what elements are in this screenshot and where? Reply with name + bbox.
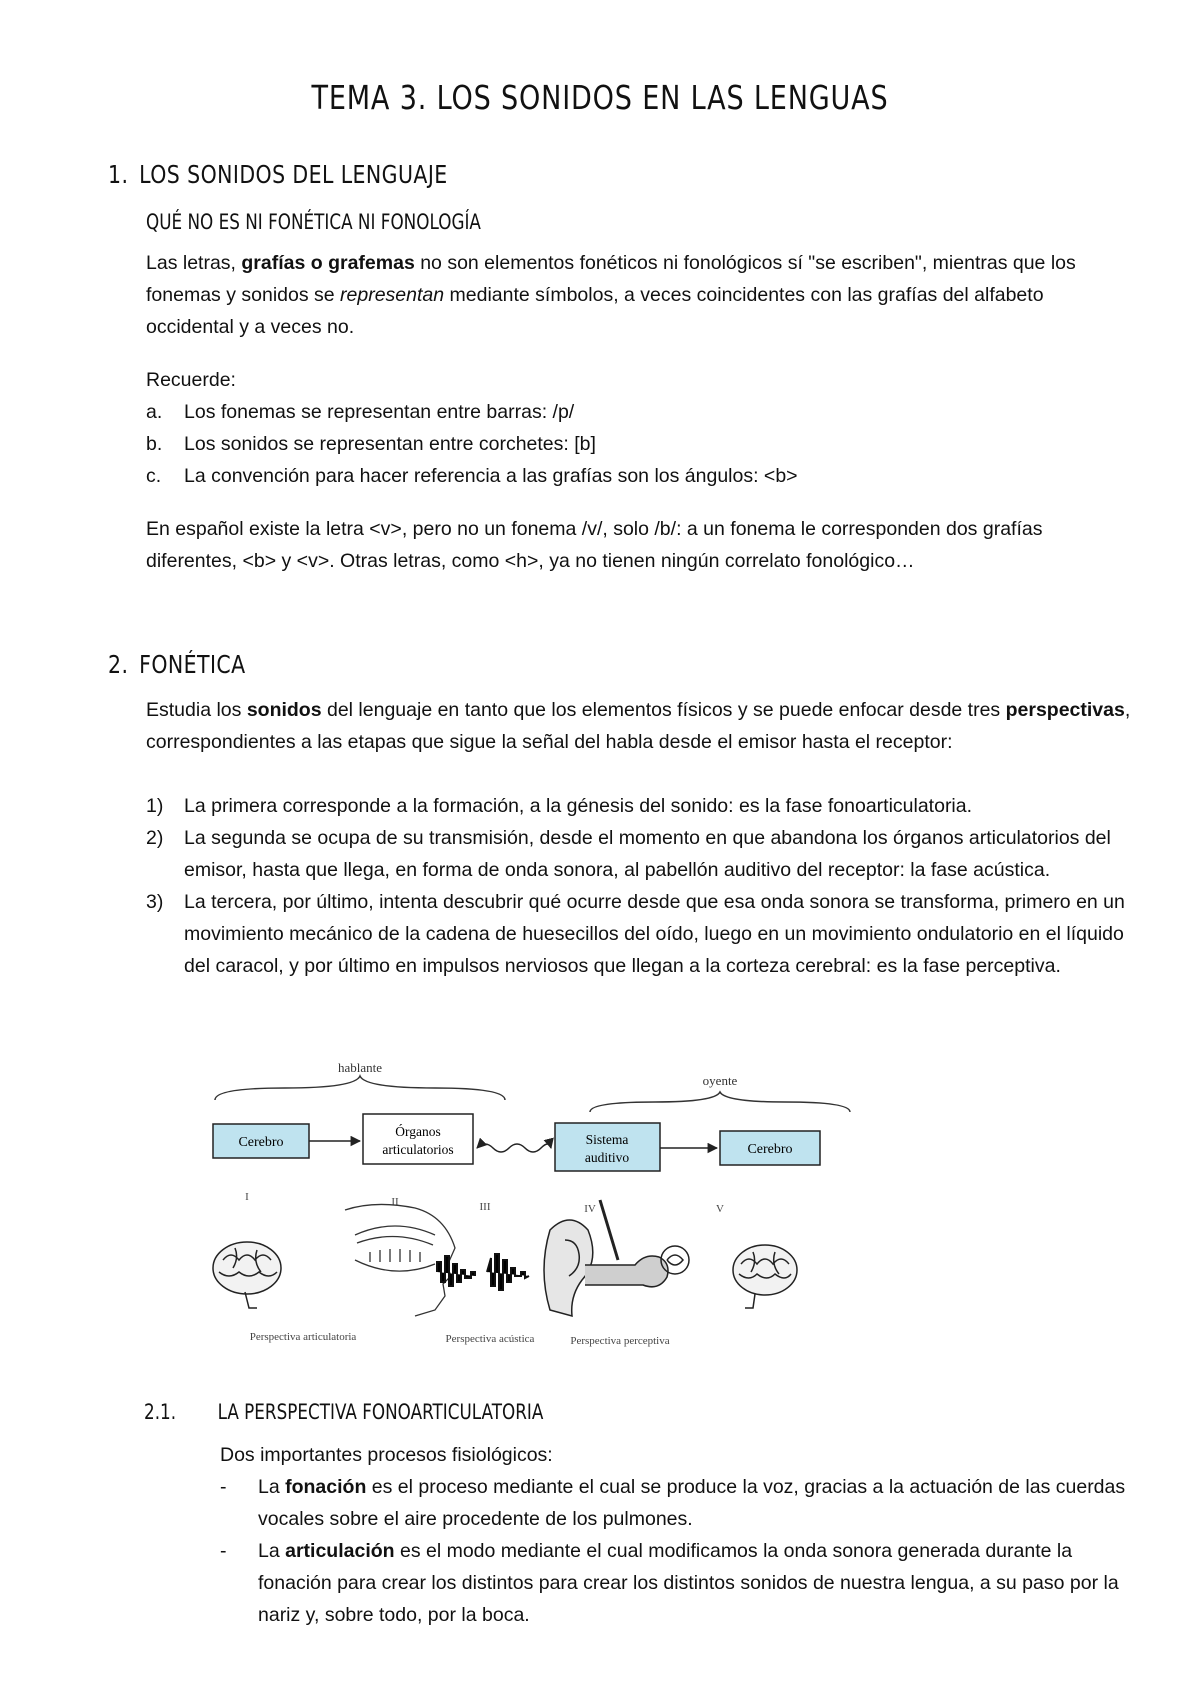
section-1-number: 1.: [108, 160, 129, 189]
box-label: Cerebro: [747, 1142, 793, 1157]
section-2-number: 2.: [108, 650, 129, 679]
oyente-label: oyente: [702, 1073, 738, 1088]
text-run: Estudia los: [146, 699, 247, 721]
bold-term: articulación: [285, 1540, 395, 1562]
wave-arrow: [477, 1144, 551, 1152]
box-label: articulatorios: [382, 1142, 454, 1157]
text-run: es el modo mediante el cual modificamos la onda sonora generada durante la fonación para crear los distintos para crear los distintos sonidos de nuestra lengua, a su paso por la nariz y, sobre todo, por la boca.: [258, 1540, 1119, 1626]
list-text: Los sonidos se representan entre corchetes: [b]: [184, 433, 596, 455]
text-run: es el proceso mediante el cual se produce la voz, gracias a la actuación de las cuerdas vocales sobre el aire procedente de los pulmones.: [258, 1476, 1126, 1530]
list-item: [146, 790, 1136, 822]
list-marker: -: [220, 1476, 227, 1498]
ear-icon: [544, 1200, 689, 1316]
list-marker: 3): [146, 891, 164, 913]
notation-list: [146, 396, 1136, 492]
section-1-paragraph-2: En español existe la letra <v>, pero no un fonema /v/, solo /b/: a un fonema le corresponden dos grafías diferentes, <b> y <v>. Otras letras, como <h>, ya no tienen ningún correlato fonológico…: [146, 518, 1043, 572]
list-marker: -: [220, 1540, 227, 1562]
speech-chain-figure: [205, 1060, 860, 1355]
brain-icon: [733, 1245, 797, 1308]
caption-perceptiva: Perspectiva perceptiva: [570, 1335, 670, 1347]
list-marker: 2): [146, 827, 164, 849]
list-item: [220, 1471, 1140, 1535]
list-item: [146, 886, 1136, 982]
bold-term: sonidos: [246, 699, 322, 721]
processes-list: [220, 1471, 1140, 1631]
list-item: [146, 396, 1136, 428]
stage-label: III: [479, 1201, 491, 1213]
stage-label: IV: [584, 1203, 596, 1215]
list-item: [146, 822, 1136, 886]
box-label: Sistema: [585, 1132, 629, 1147]
box-label: Órganos: [395, 1124, 441, 1139]
text-run: Las letras,: [146, 252, 242, 274]
section-2-title: FONÉTICA: [139, 650, 246, 679]
section-2-paragraph: [146, 694, 1136, 758]
recuerde-label: Recuerde:: [146, 369, 236, 391]
brain-icon: [213, 1242, 281, 1308]
box-label: auditivo: [584, 1150, 630, 1165]
stage-label: II: [391, 1196, 399, 1208]
stage-label: V: [716, 1203, 724, 1215]
sound-wave-icon: [437, 1254, 529, 1290]
list-text: La primera corresponde a la formación, a la génesis del sonido: es la fase fonoarticulatoria.: [184, 795, 973, 817]
text-run: no son elementos fonéticos ni fonológicos sí "se escriben", mientras que los fonemas y sonidos se: [146, 252, 1076, 306]
text-run: La: [258, 1540, 286, 1562]
list-item: [146, 428, 1136, 460]
list-marker: a.: [146, 401, 163, 423]
caption-articulatoria: Perspectiva articulatoria: [249, 1331, 357, 1343]
page-title: TEMA 3. LOS SONIDOS EN LAS LENGUAS: [311, 78, 889, 117]
list-item: [146, 460, 1136, 492]
list-marker: b.: [146, 433, 163, 455]
list-text: La convención para hacer referencia a las grafías son los ángulos: <b>: [184, 465, 798, 487]
perspectives-list: [146, 790, 1136, 982]
list-item: [220, 1535, 1140, 1631]
section-1-title: LOS SONIDOS DEL LENGUAJE: [139, 160, 448, 189]
section-1-heading: [108, 160, 448, 189]
list-marker: 1): [146, 795, 164, 817]
section-2-1-number: 2.1.: [144, 1400, 177, 1424]
section-1-paragraph-1: [146, 247, 1136, 343]
text-run: mediante símbolos, a veces coincidentes con las grafías del alfabeto occidental y a veces no.: [146, 284, 1044, 338]
text-run: , correspondientes a las etapas que sigue la señal del habla desde el emisor hasta el receptor:: [146, 699, 1131, 753]
list-text: La tercera, por último, intenta descubrir qué ocurre desde que esa onda sonora se transforma, primero en un movimiento mecánico de la cadena de huesecillos del oído, luego en un movimiento ondulatorio en el líquido del caracol, y por último en impulsos nerviosos que llegan a la corteza cerebral: es la fase perceptiva.: [184, 891, 1125, 977]
box-label: Cerebro: [238, 1135, 284, 1150]
list-marker: c.: [146, 465, 162, 487]
section-2-1-heading: [144, 1400, 543, 1424]
section-2-heading: [108, 650, 246, 679]
section-1-subheading: QUÉ NO ES NI FONÉTICA NI FONOLOGÍA: [146, 210, 481, 234]
oyente-brace: [590, 1092, 850, 1112]
caption-acustica: Perspectiva acústica: [445, 1333, 535, 1345]
bold-term: grafías o grafemas: [241, 252, 415, 274]
list-text: Los fonemas se representan entre barras: /p/: [184, 401, 575, 423]
italic-term: representan: [340, 284, 445, 306]
section-2-1-intro: Dos importantes procesos fisiológicos:: [220, 1444, 553, 1466]
hablante-brace: [215, 1076, 505, 1100]
bold-term: perspectivas: [1005, 699, 1125, 721]
hablante-label: hablante: [337, 1060, 383, 1075]
bold-term: fonación: [285, 1476, 367, 1498]
text-run: La: [258, 1476, 286, 1498]
section-2-1-title: LA PERSPECTIVA FONOARTICULATORIA: [217, 1400, 544, 1424]
list-text: La segunda se ocupa de su transmisión, desde el momento en que abandona los órganos articulatorios del emisor, hasta que llega, en forma de onda sonora, al pabellón auditivo del receptor: la fase acústica.: [184, 827, 1111, 881]
stage-label: I: [245, 1191, 249, 1203]
text-run: del lenguaje en tanto que los elementos físicos y se puede enfocar desde tres: [321, 699, 1006, 721]
head-profile-icon: [345, 1204, 455, 1316]
